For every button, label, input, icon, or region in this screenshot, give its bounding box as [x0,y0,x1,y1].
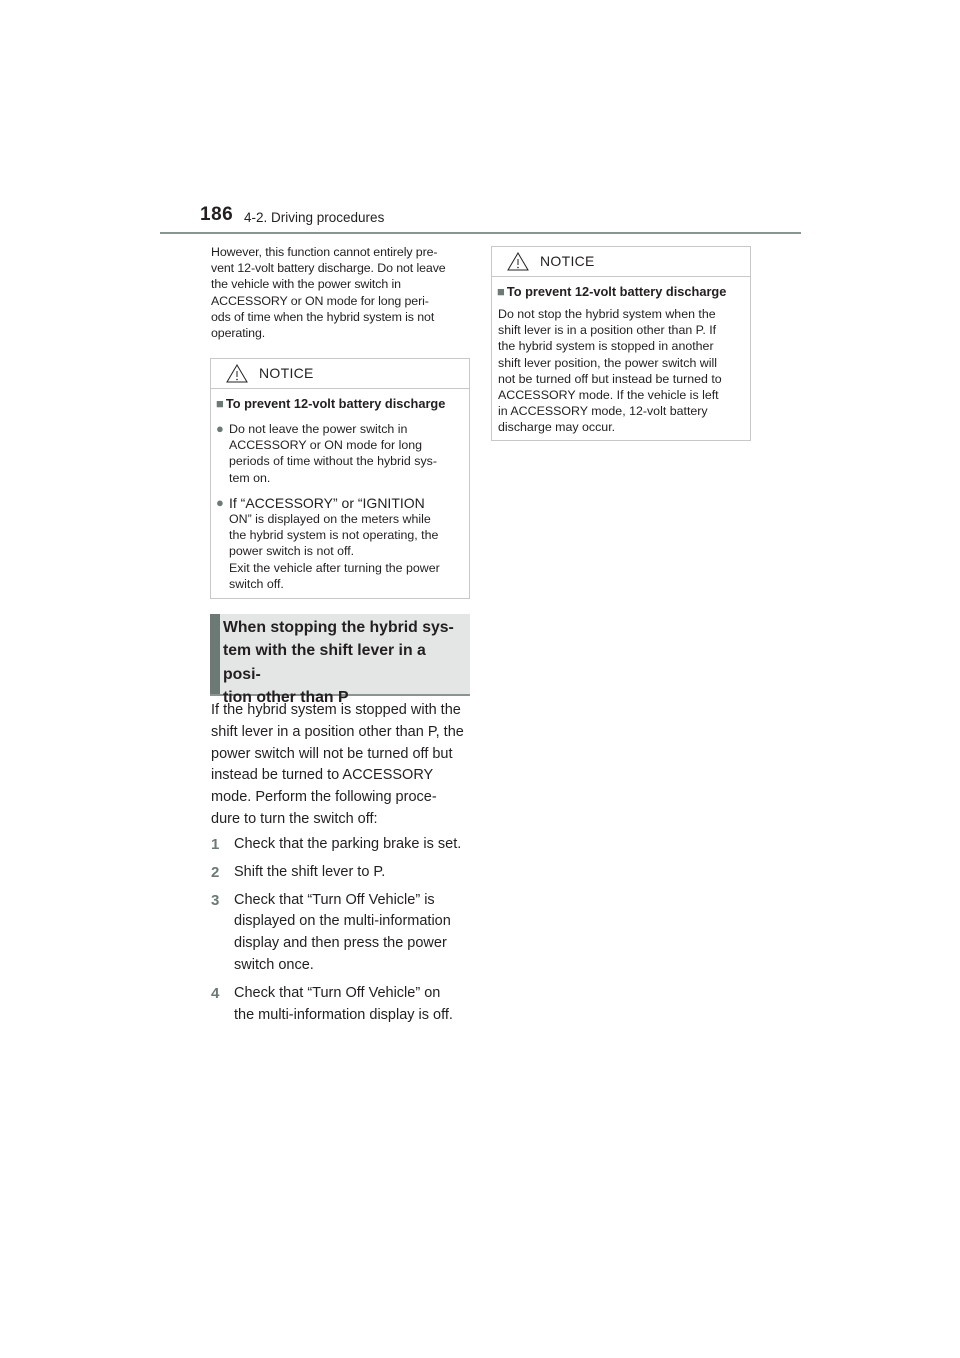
step-line: display and then press the power [234,935,447,952]
header-rule [160,232,801,234]
bullet-line: the hybrid system is not operating, the [229,528,439,543]
notice-line: shift lever position, the power switch will [498,355,717,370]
step-number: 1 [211,836,220,853]
step-number: 2 [211,863,220,881]
round-bullet-icon: ● [216,421,224,436]
notice-bullet [216,421,462,486]
warning-triangle-icon [226,364,248,383]
step-line: Check that “Turn Off Vehicle” on [234,984,441,1001]
heading-line: tion other than P [223,688,349,706]
notice-header [492,247,750,277]
step-item [211,862,473,884]
intro-paragraph [211,244,473,341]
bullet-line: switch off. [229,576,284,591]
step-item [211,834,473,856]
page-number: 186 [200,204,234,225]
notice-label: NOTICE [540,253,595,269]
bullet-line: periods of time without the hybrid sys- [229,454,437,469]
intro-line: operating. [211,326,266,341]
procedure-steps [211,834,473,1026]
step-line: Check that “Turn Off Vehicle” is [234,891,435,908]
bullet-line: tem on. [229,470,271,485]
step-line: Check that the parking brake is set. [234,836,462,852]
body-line: shift lever in a position other than P, the [211,723,464,740]
intro-line: the vehicle with the power switch in [211,277,401,292]
body-line: If the hybrid system is stopped with the [211,702,461,718]
body-line: dure to turn the switch off: [211,810,378,827]
intro-line: However, this function cannot entirely pre- [211,245,438,259]
body-paragraph [211,700,469,831]
intro-line: ACCESSORY or ON mode for long peri- [211,293,429,308]
heading-line: tem with the shift lever in a posi- [223,642,426,683]
step-line: Shift the shift lever to P. [234,863,386,880]
notice-line: the hybrid system is stopped in another [498,339,714,354]
body-line: mode. Perform the following proce- [211,789,437,806]
bullet-line: Do not leave the power switch in [229,422,408,436]
bullet-line: If “ACCESSORY” or “IGNITION [229,494,425,511]
notice-header [211,359,469,389]
notice-box-shift-lever [491,246,751,441]
heading-line: When stopping the hybrid sys- [223,619,454,636]
body-line: power switch will not be turned off but [211,745,453,762]
notice-box-battery [210,358,470,599]
section-heading [223,616,463,709]
notice-heading [216,396,462,412]
notice-heading [497,284,743,300]
round-bullet-icon: ● [216,494,224,510]
notice-heading-text: To prevent 12-volt battery discharge [225,396,446,411]
heading-accent-bar [210,614,220,694]
bullet-line: Exit the vehicle after turning the power [229,560,440,575]
intro-line: vent 12-volt battery discharge. Do not leave [211,261,446,276]
notice-line: in ACCESSORY mode, 12-volt battery [498,404,708,419]
notice-text [497,306,743,436]
step-number: 3 [211,891,220,909]
notice-line: discharge may occur. [498,420,616,435]
notice-line: Do not stop the hybrid system when the [498,307,716,321]
warning-triangle-icon [507,252,529,271]
step-number: 4 [211,984,220,1002]
step-item [211,890,473,977]
intro-line: ods of time when the hybrid system is not [211,309,435,324]
notice-line: shift lever is in a position other than P. If [498,323,717,338]
notice-line: ACCESSORY mode. If the vehicle is left [498,388,719,403]
notice-line: not be turned off but instead be turned to [498,371,722,386]
step-item [211,983,473,1027]
bullet-line: ACCESSORY or ON mode for long [229,438,423,453]
notice-heading-text: To prevent 12-volt battery discharge [506,284,727,299]
section-title: 4-2. Driving procedures [244,210,385,225]
bullet-line: power switch is not off. [229,544,355,559]
square-bullet-icon: ■ [216,396,224,411]
step-line: displayed on the multi-information [234,913,451,930]
step-line: switch once. [234,956,314,973]
bullet-line: ON” is displayed on the meters while [229,512,431,527]
notice-bullet [216,495,462,592]
notice-label: NOTICE [259,365,314,381]
step-line: the multi-information display is off. [234,1006,453,1023]
section-heading-box [210,614,470,706]
body-line: instead be turned to ACCESSORY [211,767,434,784]
square-bullet-icon: ■ [497,284,505,299]
